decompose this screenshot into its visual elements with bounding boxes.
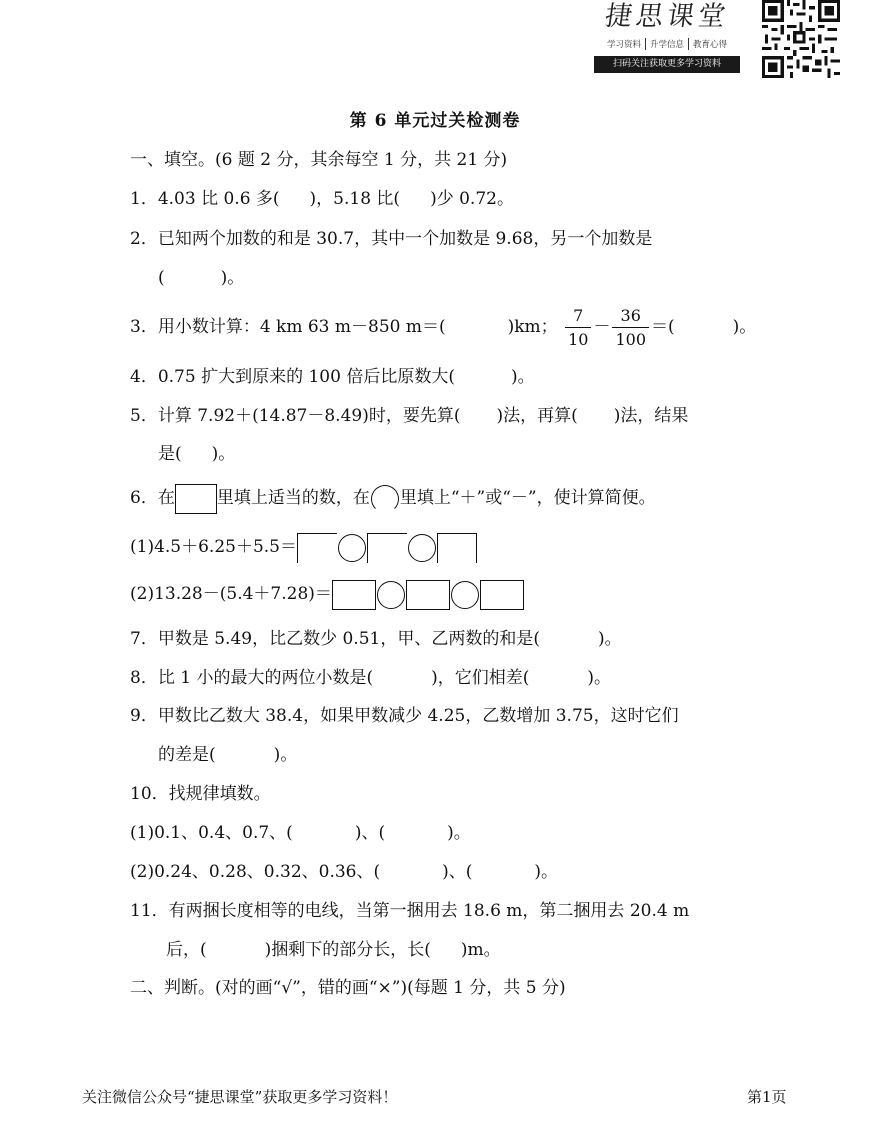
number-box[interactable] bbox=[367, 533, 407, 563]
number-box[interactable] bbox=[297, 533, 337, 563]
question-text: 5．计算 7.92＋(14.87－8.49)时，要先算( bbox=[130, 406, 461, 426]
number-box[interactable] bbox=[332, 580, 376, 610]
question-text: 4．0.75 扩大到原来的 100 倍后比原数大( bbox=[130, 367, 455, 387]
question-text: 6．在 bbox=[130, 488, 175, 508]
question-5-line-1 bbox=[130, 405, 688, 427]
brand-link[interactable]: 升学信息 bbox=[645, 38, 688, 50]
fraction-denominator: 10 bbox=[568, 330, 589, 349]
fraction bbox=[565, 306, 591, 349]
footer-note: 关注微信公众号“捷思课堂”获取更多学习资料！ bbox=[82, 1088, 398, 1106]
fraction-denominator: 100 bbox=[615, 330, 646, 349]
question-text: )捆剩下的部分长，长( bbox=[264, 940, 431, 960]
question-text: ( bbox=[158, 268, 165, 288]
operator-circle[interactable] bbox=[451, 581, 479, 609]
number-box[interactable] bbox=[406, 580, 450, 610]
question-text: )。 bbox=[447, 823, 471, 843]
question-text: )少 0.72。 bbox=[430, 189, 514, 209]
question-text: )。 bbox=[220, 268, 245, 288]
section-heading: 一、填空。(6 题 2 分，其余每空 1 分，共 21 分) bbox=[130, 150, 508, 170]
question-text: )、( bbox=[354, 823, 386, 843]
section-heading: 二、判断。(对的画“√”，错的画“×”)(每题 1 分，共 5 分) bbox=[130, 978, 566, 998]
brand-logo: 捷思课堂 bbox=[602, 1, 732, 32]
brand-links bbox=[592, 38, 742, 50]
page-title: 第 6 单元过关检测卷 bbox=[349, 111, 521, 131]
operator-circle[interactable] bbox=[338, 534, 366, 562]
operator-circle[interactable] bbox=[408, 534, 436, 562]
question-8 bbox=[130, 667, 611, 689]
question-text: 后，( bbox=[166, 940, 207, 960]
question-text: )，它们相差( bbox=[431, 668, 530, 688]
question-text: )。 bbox=[273, 745, 298, 765]
square-box-icon bbox=[175, 484, 217, 514]
number-box[interactable] bbox=[437, 533, 477, 563]
question-9-line-1: 9．甲数比乙数大 38.4，如果甲数减少 4.25，乙数增加 3.75，这时它们 bbox=[130, 706, 679, 726]
question-2-line-2 bbox=[158, 267, 244, 289]
brand-banner: 扫码关注获取更多学习资料 bbox=[594, 56, 740, 73]
question-text: )。 bbox=[534, 862, 559, 882]
minus-sign: － bbox=[593, 317, 611, 337]
question-6 bbox=[130, 478, 656, 518]
question-6-part-1 bbox=[130, 530, 477, 564]
question-text: 7．甲数是 5.49，比乙数少 0.51，甲、乙两数的和是( bbox=[130, 629, 540, 649]
question-text: 8．比 1 小的最大的两位小数是( bbox=[130, 668, 374, 688]
question-7 bbox=[130, 628, 622, 650]
question-text: (2)0.24、0.28、0.32、0.36、( bbox=[130, 862, 381, 882]
question-2-line-1: 2．已知两个加数的和是 30.7，其中一个加数是 9.68，另一个加数是 bbox=[130, 229, 653, 249]
brand-link[interactable]: 学习资料 bbox=[606, 40, 641, 50]
question-text: )、( bbox=[442, 862, 473, 882]
question-11-line-1: 11．有两捆长度相等的电线，当第一捆用去 18.6 m，第二捆用去 20.4 m bbox=[130, 901, 690, 921]
fraction bbox=[612, 306, 649, 349]
question-text: 的差是( bbox=[158, 745, 216, 765]
question-text: (1)0.1、0.4、0.7、( bbox=[130, 823, 293, 843]
question-text: )m。 bbox=[460, 940, 501, 960]
question-5-line-2 bbox=[158, 443, 235, 465]
fraction-numerator: 36 bbox=[612, 306, 649, 328]
question-text: )km； bbox=[507, 317, 558, 337]
brand-link[interactable]: 教育心得 bbox=[688, 38, 731, 50]
question-text: )，5.18 比( bbox=[309, 189, 401, 209]
question-10-heading: 10．找规律填数。 bbox=[130, 784, 271, 804]
page-number: 第1页 bbox=[747, 1088, 787, 1106]
question-text: )。 bbox=[597, 629, 622, 649]
qr-code-icon[interactable] bbox=[760, 0, 842, 78]
number-box[interactable] bbox=[480, 580, 524, 610]
operator-circle[interactable] bbox=[377, 581, 405, 609]
question-text: )法，再算( bbox=[496, 406, 578, 426]
question-text: )。 bbox=[211, 444, 236, 464]
question-text: 里填上“＋”或“－”，使计算简便。 bbox=[399, 488, 656, 508]
question-text: (1)4.5＋6.25＋5.5＝ bbox=[130, 537, 298, 557]
question-1 bbox=[130, 188, 514, 210]
question-text: 里填上适当的数，在 bbox=[216, 488, 370, 508]
question-9-line-2 bbox=[158, 744, 297, 766]
question-6-part-2 bbox=[130, 577, 524, 611]
question-text: )法，结果 bbox=[613, 406, 689, 426]
question-text: 是( bbox=[158, 444, 182, 464]
circle-icon bbox=[371, 485, 399, 513]
question-text: (2)13.28－(5.4＋7.28)＝ bbox=[130, 584, 332, 604]
question-text: )。 bbox=[587, 668, 611, 688]
fraction-numerator: 7 bbox=[565, 306, 591, 328]
question-text: ＝( bbox=[651, 317, 675, 337]
question-text: 3．用小数计算：4 km 63 m－850 m＝( bbox=[130, 317, 446, 337]
question-4 bbox=[130, 366, 535, 388]
question-10-part-1 bbox=[130, 822, 471, 844]
question-text: 1．4.03 比 0.6 多( bbox=[130, 189, 280, 209]
question-11-line-2 bbox=[166, 939, 501, 961]
brand-header bbox=[592, 0, 742, 73]
question-text: )。 bbox=[732, 317, 757, 337]
question-text: )。 bbox=[510, 367, 535, 387]
question-3 bbox=[130, 306, 756, 349]
question-10-part-2 bbox=[130, 861, 558, 883]
